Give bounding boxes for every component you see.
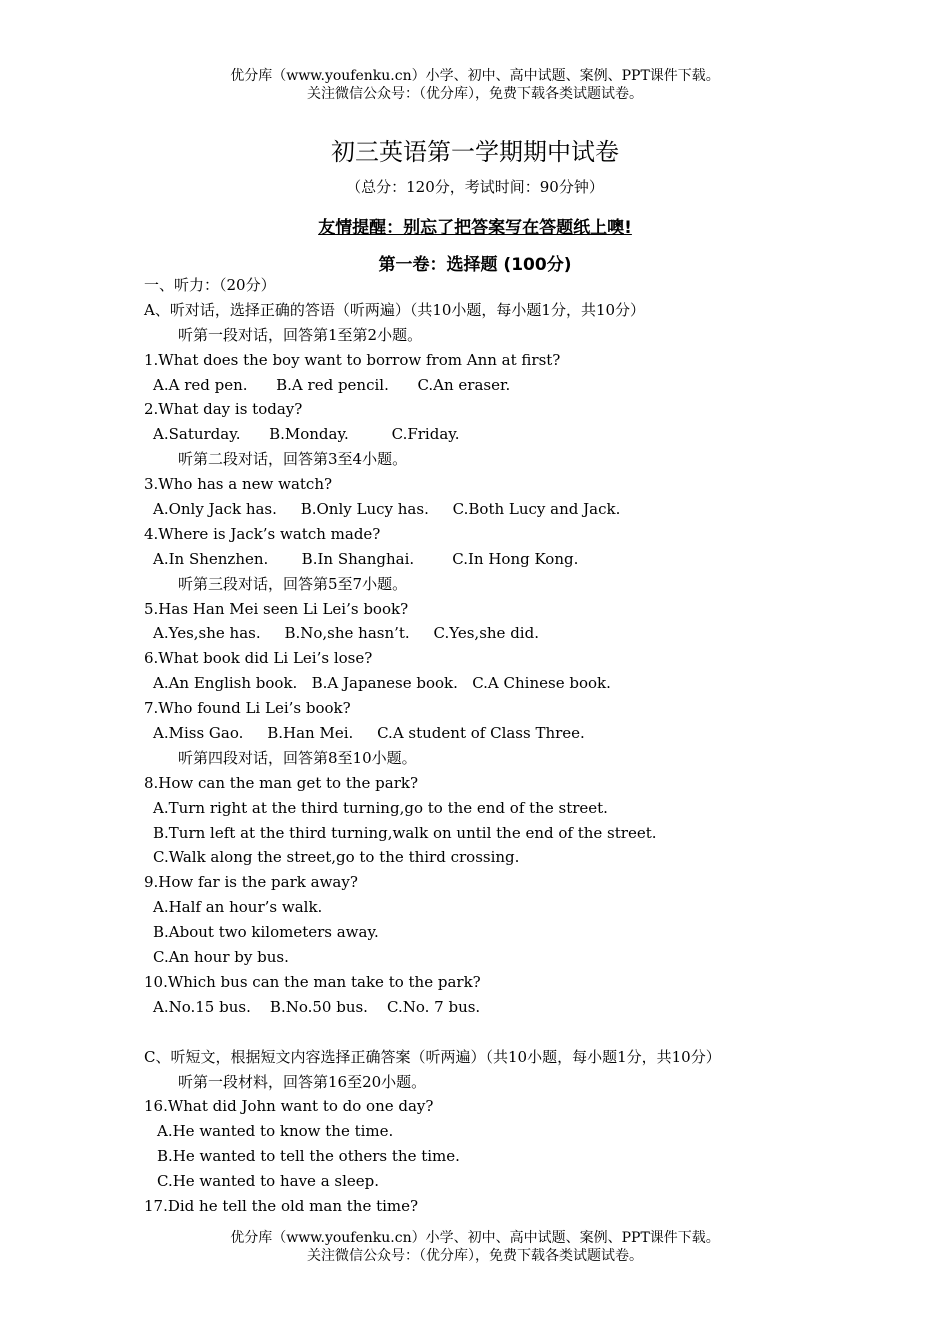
header-line-2: 关注微信公众号：（优分库），免费下载各类试题试卷。 — [307, 86, 643, 102]
instruction: 听第一段对话，回答第1至第2小题。 — [178, 325, 423, 344]
question-5: 5.Has Han Mei seen Li Lei’s book? — [144, 599, 409, 618]
part-c-heading: C、听短文，根据短文内容选择正确答案（听两遍）（共10小题，每小题1分，共10分） — [144, 1047, 721, 1066]
question-16-option-b: B.He wanted to tell the others the time. — [157, 1147, 460, 1166]
instruction: 听第二段对话，回答第3至4小题。 — [178, 450, 408, 469]
question-16: 16.What did John want to do one day? — [144, 1097, 434, 1116]
question-2: 2.What day is today? — [144, 400, 303, 419]
question-8-option-b: B.Turn left at the third turning,walk on until the end of the street. — [153, 823, 657, 842]
question-1: 1.What does the boy want to borrow from Ann at first? — [144, 350, 561, 369]
question-6: 6.What book did Li Lei’s lose? — [144, 649, 373, 668]
question-10: 10.Which bus can the man take to the park? — [144, 972, 481, 991]
instruction: 听第三段对话，回答第5至7小题。 — [178, 574, 408, 593]
question-8-option-c: C.Walk along the street,go to the third crossing. — [153, 848, 520, 867]
question-9-option-c: C.An hour by bus. — [153, 948, 289, 967]
question-4: 4.Where is Jack’s watch made? — [144, 524, 381, 543]
page-footer — [0, 1229, 950, 1265]
instruction: 听第一段材料，回答第16至20小题。 — [178, 1072, 427, 1091]
question-1-options: A.A red pen. B.A red pencil. C.An eraser. — [153, 375, 511, 394]
question-3-options: A.Only Jack has. B.Only Lucy has. C.Both Lucy and Jack. — [153, 500, 621, 519]
exam-content — [144, 273, 844, 1219]
footer-line-1: 优分库（www.youfenku.cn）小学、初中、高中试题、案例、PPT课件下载。 — [230, 1230, 720, 1246]
question-16-option-a: A.He wanted to know the time. — [157, 1122, 394, 1141]
section-listening: 一、听力：（20分） — [144, 276, 276, 294]
question-5-options: A.Yes,she has. B.No,she hasn’t. C.Yes,she did. — [153, 624, 539, 643]
exam-subtitle: （总分：120分，考试时间：90分钟） — [346, 178, 604, 196]
question-4-options: A.In Shenzhen. B.In Shanghai. C.In Hong Kong. — [153, 549, 579, 568]
footer-line-2: 关注微信公众号：（优分库），免费下载各类试题试卷。 — [307, 1248, 643, 1264]
header-line-1: 优分库（www.youfenku.cn）小学、初中、高中试题、案例、PPT课件下载。 — [230, 68, 720, 84]
page-header — [0, 67, 950, 103]
question-8-option-a: A.Turn right at the third turning,go to the end of the street. — [153, 798, 608, 817]
question-6-options: A.An English book. B.A Japanese book. C.A Chinese book. — [153, 674, 611, 693]
instruction: 听第四段对话，回答第8至10小题。 — [178, 748, 417, 767]
question-9-option-b: B.About two kilometers away. — [153, 923, 379, 942]
volume-heading: 第一卷：选择题 (100分) — [378, 255, 572, 275]
question-10-options: A.No.15 bus. B.No.50 bus. C.No. 7 bus. — [153, 997, 481, 1016]
question-17: 17.Did he tell the old man the time? — [144, 1196, 419, 1215]
question-9: 9.How far is the park away? — [144, 873, 358, 892]
question-7: 7.Who found Li Lei’s book? — [144, 699, 351, 718]
question-8: 8.How can the man get to the park? — [144, 773, 419, 792]
part-a-heading: A、听对话，选择正确的答语（听两遍）（共10小题，每小题1分，共10分） — [144, 300, 646, 319]
reminder — [0, 213, 950, 238]
question-16-option-c: C.He wanted to have a sleep. — [157, 1172, 380, 1191]
reminder-text: 友情提醒：别忘了把答案写在答题纸上噢! — [318, 218, 632, 238]
question-9-option-a: A.Half an hour’s walk. — [153, 898, 323, 917]
exam-title: 初三英语第一学期期中试卷 — [331, 138, 619, 166]
question-7-options: A.Miss Gao. B.Han Mei. C.A student of Class Three. — [153, 724, 585, 743]
question-3: 3.Who has a new watch? — [144, 475, 333, 494]
blank-line — [144, 1020, 844, 1045]
question-2-options: A.Saturday. B.Monday. C.Friday. — [153, 425, 460, 444]
